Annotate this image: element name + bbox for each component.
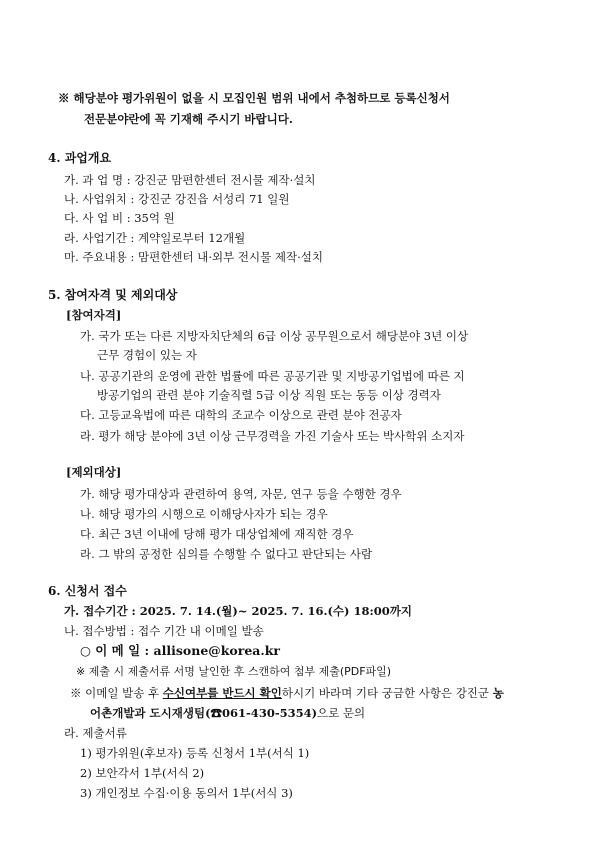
submission-note-2-cont	[90, 705, 365, 721]
document-item: 3) 개인정보 수집·이용 동의서 1부(서식 3)	[80, 786, 293, 800]
notice-line-2: 전문분야란에 꼭 기재해 주시기 바랍니다.	[84, 112, 293, 126]
qualification-item-cont: 방공기업의 관련 분야 기술직렬 5급 이상 직원 또는 동등 이상 경력자	[97, 388, 441, 402]
qualification-title: [참여자격]	[66, 308, 122, 322]
section-5-heading: 5. 참여자격 및 제외대상	[48, 288, 178, 302]
qualification-item: 다. 고등교육법에 따른 대학의 조교수 이상으로 관련 분야 전공자	[80, 408, 402, 422]
document-item: 2) 보안각서 1부(서식 2)	[80, 766, 205, 780]
submission-note-1: ※ 제출 시 제출서류 서명 날인한 후 스캔하여 첨부 제출(PDF파일)	[76, 665, 392, 678]
note-2-underlined: 수신여부를 반드시 확인	[162, 686, 282, 700]
qualification-item-cont: 근무 경험이 있는 자	[97, 348, 197, 362]
section-6-heading: 6. 신청서 접수	[48, 584, 127, 598]
submission-note-2	[70, 685, 504, 701]
email-address: ○ 이 메 일 : allisone@korea.kr	[80, 643, 281, 658]
exclusion-item: 가. 해당 평가대상과 관련하여 용역, 자문, 연구 등을 수행한 경우	[80, 487, 402, 501]
note-2-middle: 하시기 바라며 기타 궁금한 사항은 강진군	[281, 686, 493, 700]
section-4-item: 마. 주요내용 : 맘편한센터 내·외부 전시물 제작·설치	[64, 250, 323, 264]
section-4-item: 라. 사업기간 : 계약일로부터 12개월	[64, 231, 246, 245]
section-4-item: 다. 사 업 비 : 35억 원	[64, 211, 175, 225]
section-4-item: 가. 과 업 명 : 강진군 맘편한센터 전시물 제작·설치	[64, 173, 316, 187]
section-4-heading: 4. 과업개요	[48, 151, 112, 165]
section-4-item: 나. 사업위치 : 강진군 강진읍 서성리 71 일원	[64, 192, 290, 206]
notice-line-1: ※ 해당분야 평가위원이 없을 시 모집인원 범위 내에서 추첨하므로 등록신청서	[58, 91, 450, 105]
document-item: 1) 평가위원(후보자) 등록 신청서 1부(서식 1)	[80, 746, 310, 760]
qualification-item: 라. 평가 해당 분야에 3년 이상 근무경력을 가진 기술사 또는 박사학위 소지자	[80, 429, 465, 443]
exclusion-item: 나. 해당 평가의 시행으로 이해당사자가 되는 경우	[80, 507, 328, 521]
exclusion-title: [제외대상]	[66, 465, 122, 479]
submission-period: 가. 접수기간 : 2025. 7. 14.(월)~ 2025. 7. 16.(수) 18:00까지	[64, 604, 412, 618]
contact-department: 어촌개발과 도시재생팀(☎061-430-5354)	[90, 706, 318, 720]
note-2-prefix: ※ 이메일 발송 후	[70, 686, 163, 700]
documents-title: 라. 제출서류	[64, 726, 127, 740]
qualification-item: 가. 국가 또는 다른 지방자치단체의 6급 이상 공무원으로서 해당분야 3년 이상	[80, 329, 469, 343]
qualification-item: 나. 공공기관의 운영에 관한 법률에 따른 공공기관 및 지방공기업법에 따른 지	[80, 369, 465, 383]
note-2-bold-a: 농	[492, 686, 504, 700]
submission-method: 나. 접수방법 : 접수 기간 내 이메일 발송	[64, 624, 264, 638]
note-2-rest: 으로 문의	[317, 706, 366, 720]
exclusion-item: 다. 최근 3년 이내에 당해 평가 대상업체에 재직한 경우	[80, 527, 354, 541]
exclusion-item: 라. 그 밖의 공정한 심의를 수행할 수 없다고 판단되는 사람	[80, 547, 373, 561]
